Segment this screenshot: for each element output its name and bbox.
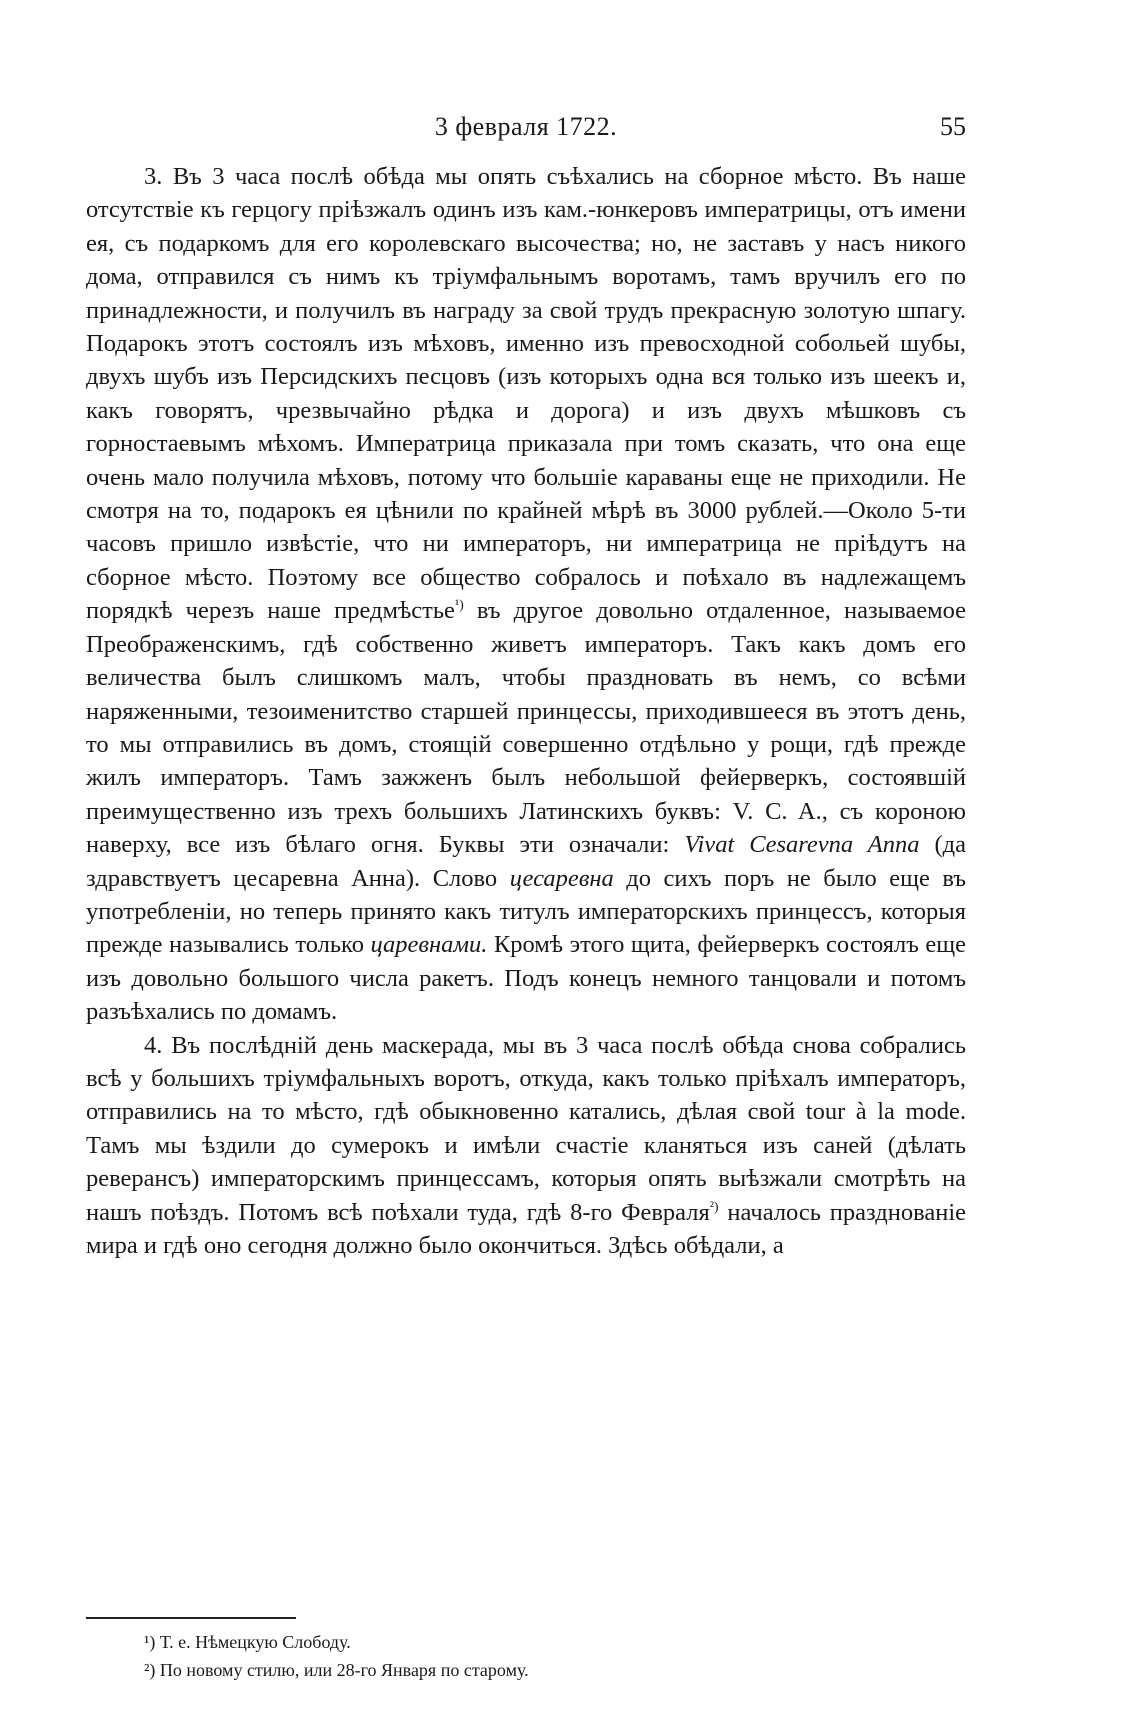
- main-text: [86, 160, 966, 1262]
- paragraph-text: до сихъ поръ не было еще въ употребленіи, но теперь принято какъ титулъ императорскихъ принцессъ, которыя прежде назывались только: [86, 864, 966, 959]
- page-number: 55: [940, 112, 966, 141]
- paragraph-text: 3. Въ 3 часа послѣ обѣда мы опять съѣхались на сборное мѣсто. Въ наше отсутствіе къ герцогу пріѣзжалъ одинъ изъ кам.-юнкеровъ императрицы, отъ имени ея, съ подаркомъ для его королевскаго высочества; но, не заставъ у насъ никого дома, отправился съ нимъ къ тріумфальнымъ воротамъ, тамъ вручилъ его по принадлежности, и получилъ въ награду за свой трудъ прекрасную золотую шпагу. Подарокъ этотъ состоялъ изъ мѣховъ, именно изъ превосходной собольей шубы, двухъ шубъ изъ Персидскихъ песцовъ (изъ которыхъ одна вся только изъ шеекъ и, какъ говорятъ, чрезвычайно рѣдка и дорога) и изъ двухъ мѣшковъ съ горностаевымъ мѣхомъ. Императрица приказала при томъ сказать, что она еще очень мало получила мѣховъ, потому что большіе караваны еще не приходили. Не смотря на то, подарокъ ея цѣнили по крайней мѣрѣ въ 3000 рублей.—Около 5-ти часовъ пришло извѣстіе, что ни императоръ, ни императрица не пріѣдутъ на сборное мѣсто. Поэтому все общество собралось и поѣхало въ надлежащемъ порядкѣ черезъ наше предмѣстье: [86, 163, 966, 625]
- footnote-marker-2: ²): [709, 1199, 719, 1215]
- footnotes: [144, 1628, 529, 1684]
- paragraph-text: началось празднованіе мира и гдѣ оно сегодня должно было окончиться. Здѣсь обѣдали, а: [86, 1198, 966, 1259]
- paragraph-text: Кромѣ этого щита, фейерверкъ состоялъ еще изъ довольно большого числа ракетъ. Подъ конецъ немного танцовали и потомъ разъѣхались по домамъ.: [86, 931, 966, 1026]
- footnote-1: ¹) Т. е. Нѣмецкую Слободу.: [144, 1632, 351, 1652]
- footnote-divider: [86, 1617, 296, 1619]
- italic-text: царевнами.: [370, 931, 488, 959]
- paragraph-3-february: [86, 160, 966, 1029]
- paragraph-4-february: [86, 1029, 966, 1263]
- page-header: [86, 112, 966, 146]
- italic-text: Vivat Cesarevna Anna: [684, 831, 920, 859]
- footnote-2: ²) По новому стилю, или 28-го Января по старому.: [144, 1660, 529, 1680]
- paragraph-text: 4. Въ послѣдній день маскерада, мы въ 3 часа послѣ обѣда снова собрались всѣ у большихъ тріумфальныхъ воротъ, откуда, какъ только пріѣхалъ императоръ, отправились на то мѣсто, гдѣ обыкновенно катались, дѣлая свой tour à la mode. Тамъ мы ѣздили до сумерокъ и имѣли счастіе кланяться изъ саней (дѣлать реверансъ) императорскимъ принцессамъ, которыя опять выѣзжали смотрѣть на нашъ поѣздъ. Потомъ всѣ поѣхали туда, гдѣ 8-го Февраля: [86, 1031, 966, 1226]
- italic-text: цесаревна: [509, 864, 614, 892]
- paragraph-text: (да здравствуетъ цесаревна Анна). Слово: [86, 831, 966, 892]
- paragraph-text: въ другое довольно отдаленное, называемое Преображенскимъ, гдѣ собственно живетъ императоръ. Такъ какъ домъ его величества былъ слишкомъ малъ, чтобы праздновать въ немъ, со всѣми наряженными, тезоименитство старшей принцессы, приходившееся въ этотъ день, то мы отправились въ домъ, стоящій совершенно отдѣльно у рощи, гдѣ прежде жилъ императоръ. Тамъ зажженъ былъ небольшой фейерверкъ, состоявшій преимущественно изъ трехъ большихъ Латинскихъ буквъ: V. C. A., съ короною наверху, все изъ бѣлаго огня. Буквы эти означали:: [86, 597, 967, 859]
- footnote-marker-1: ¹): [454, 598, 464, 614]
- running-title: 3 февраля 1722.: [434, 112, 618, 141]
